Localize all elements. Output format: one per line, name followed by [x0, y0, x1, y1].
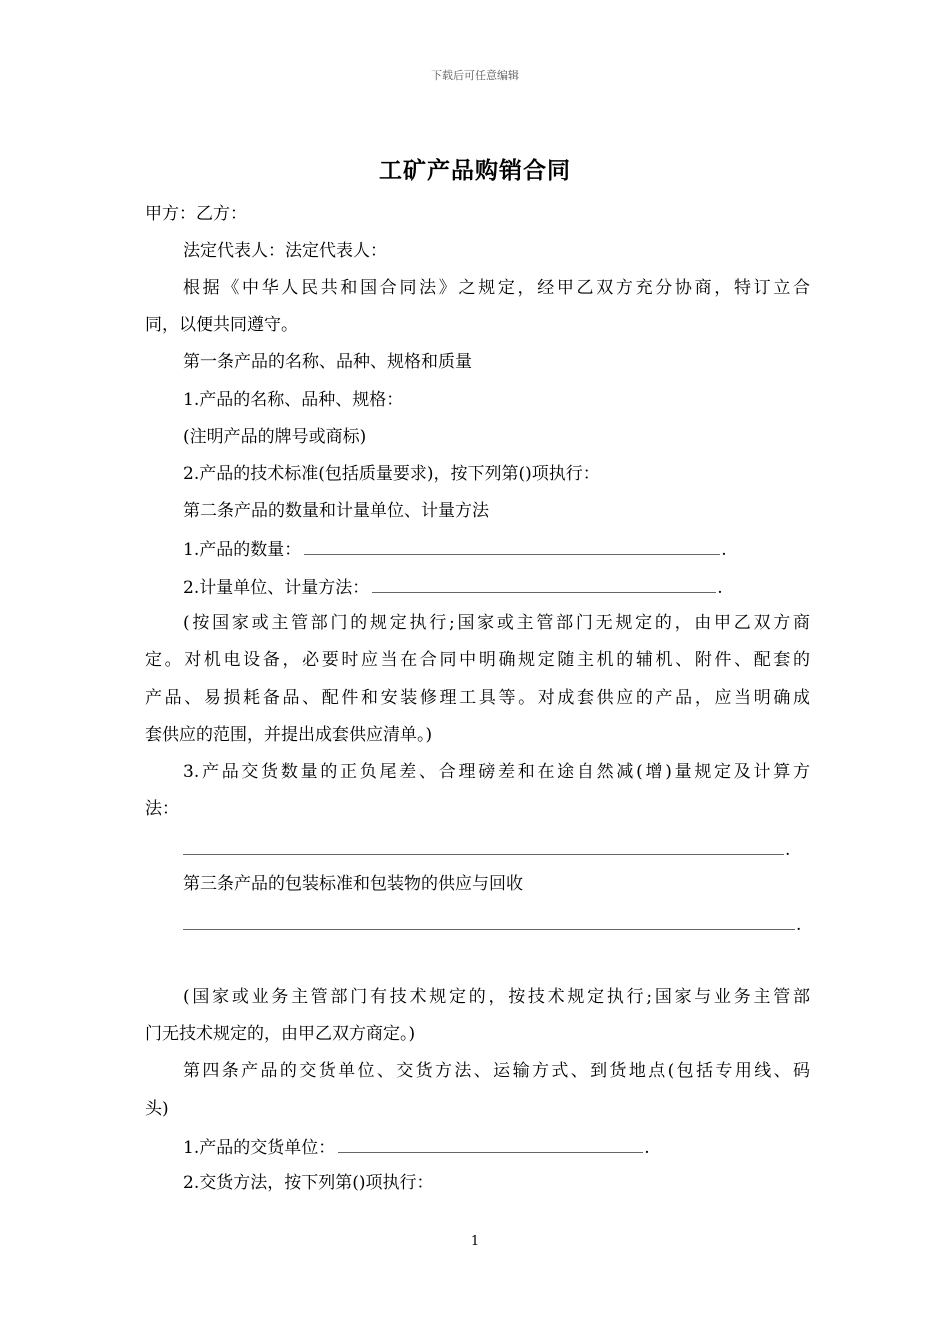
- article-4-item-1: [183, 1134, 810, 1160]
- unit-method-blank[interactable]: [372, 574, 716, 593]
- blank-period: .: [717, 578, 723, 598]
- unit-method-label: 2.计量单位、计量方法：: [183, 578, 370, 598]
- blank-period: .: [785, 840, 791, 860]
- delivery-unit-blank[interactable]: [338, 1134, 643, 1153]
- document-title: 工矿产品购销合同: [379, 157, 571, 184]
- article-3-note-line-1: (国家或业务主管部门有技术规定的，按技术规定执行;国家与业务主管部: [183, 987, 810, 1007]
- article-2-item-2: [183, 574, 810, 600]
- intro-line-1: 根据《中华人民共和国合同法》之规定，经甲乙双方充分协商，特订立合: [183, 278, 810, 298]
- article-3-note-line-2: 门无技术规定的，由甲乙双方商定。): [145, 1024, 416, 1044]
- article-4-heading-line-2: 头): [145, 1099, 169, 1119]
- article-2-item-3-blank-row: [183, 836, 810, 862]
- quantity-blank[interactable]: [304, 536, 720, 555]
- blank-period: .: [721, 540, 727, 560]
- blank-period: .: [796, 915, 802, 935]
- article-3-heading: 第三条产品的包装标准和包装物的供应与回收: [183, 874, 523, 894]
- intro-line-2: 同，以便共同遵守。: [145, 315, 298, 335]
- article-3-blank-row: [183, 911, 810, 937]
- tolerance-blank[interactable]: [183, 836, 784, 855]
- representative-line: 法定代表人：法定代表人：: [183, 241, 387, 261]
- article-2-note-line-3: 产品、易损耗备品、配件和安装修理工具等。对成套供应的产品，应当明确成: [145, 688, 810, 708]
- page-number: 1: [470, 1234, 480, 1249]
- article-2-note-line-1: (按国家或主管部门的规定执行;国家或主管部门无规定的，由甲乙双方商: [183, 613, 810, 633]
- article-4-heading-line-1: 第四条产品的交货单位、交货方法、运输方式、到货地点(包括专用线、码: [183, 1061, 810, 1081]
- article-4-item-2: 2.交货方法，按下列第()项执行：: [183, 1173, 434, 1193]
- article-1-item-1: 1.产品的名称、品种、规格：: [183, 390, 404, 410]
- party-line: 甲方：乙方：: [145, 204, 247, 224]
- article-1-heading: 第一条产品的名称、品种、规格和质量: [183, 352, 472, 372]
- blank-period: .: [644, 1138, 650, 1158]
- article-2-note-line-4: 套供应的范围，并提出成套供应清单。): [145, 725, 433, 745]
- article-2-item-3-line-2: 法：: [145, 799, 179, 819]
- packaging-blank[interactable]: [183, 911, 795, 930]
- article-1-item-1-note: (注明产品的牌号或商标): [183, 427, 367, 447]
- article-2-note-line-2: 定。对机电设备，必要时应当在合同中明确规定随主机的辅机、附件、配套的: [145, 650, 810, 670]
- article-2-item-3-line-1: 3.产品交货数量的正负尾差、合理磅差和在途自然减(增)量规定及计算方: [183, 762, 810, 782]
- header-note: 下载后可任意编辑: [431, 69, 519, 82]
- article-1-item-2: 2.产品的技术标准(包括质量要求)，按下列第()项执行：: [183, 464, 600, 484]
- quantity-label: 1.产品的数量：: [183, 540, 302, 560]
- article-2-heading: 第二条产品的数量和计量单位、计量方法: [183, 501, 489, 521]
- delivery-unit-label: 1.产品的交货单位：: [183, 1138, 336, 1158]
- article-2-item-1: [183, 536, 810, 562]
